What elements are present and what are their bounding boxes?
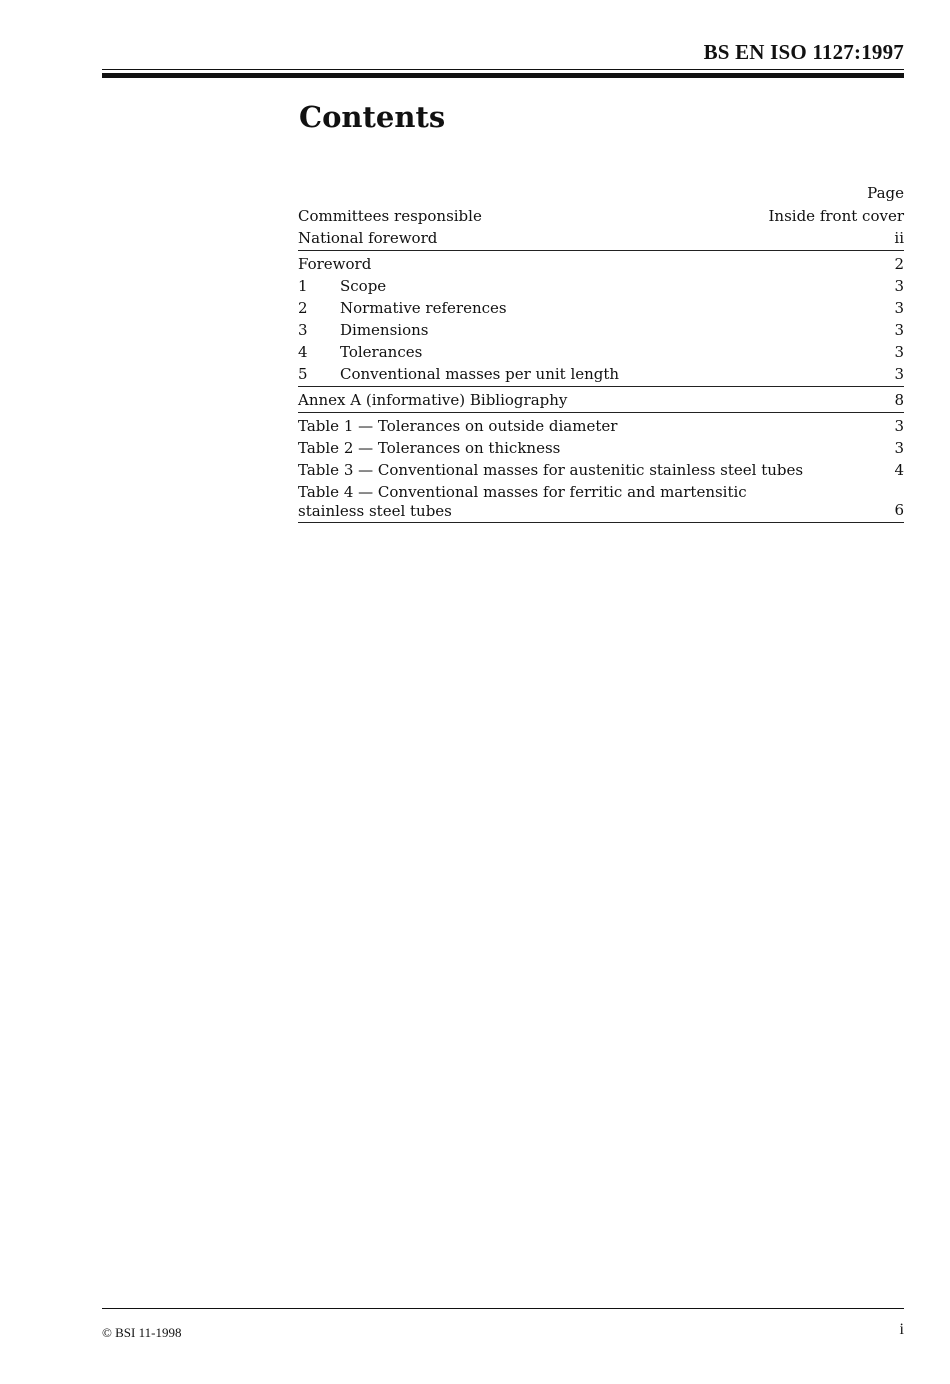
toc-entry-label: Conventional masses per unit length — [340, 365, 620, 383]
clause-number: 2 — [298, 299, 308, 317]
page-title: Contents — [299, 100, 446, 134]
toc-entry-label: Committees responsible — [298, 207, 482, 225]
clause-number: 1 — [298, 277, 308, 295]
toc-entry-label: Table 1 — Tolerances on outside diameter — [298, 417, 618, 435]
toc-entry-page: Inside front cover — [768, 207, 904, 225]
toc-entry-label: Annex A (informative) Bibliography — [298, 391, 568, 409]
clause-number: 3 — [298, 321, 308, 339]
footer-rule — [102, 1308, 904, 1309]
toc-entry-clause-5[interactable] — [298, 363, 904, 387]
toc-entry-annex-a[interactable] — [298, 389, 904, 413]
clause-number: 5 — [298, 365, 308, 383]
toc-entry-committees[interactable] — [298, 205, 904, 227]
toc-entry-page: 3 — [894, 299, 904, 317]
toc-entry-clause-2[interactable] — [298, 297, 904, 319]
header-rule-thick — [102, 73, 904, 78]
toc-entry-page: 3 — [894, 417, 904, 435]
toc-entry-label: Dimensions — [340, 321, 429, 339]
toc-entry-page: 3 — [894, 343, 904, 361]
toc-entry-table-4[interactable] — [298, 483, 904, 523]
toc-entry-label: Normative references — [340, 299, 507, 317]
header-rule-thin — [102, 69, 904, 70]
toc-entry-page: 3 — [894, 439, 904, 457]
document-id: BS EN ISO 1127:1997 — [703, 40, 904, 64]
clause-number: 4 — [298, 343, 308, 361]
toc-entry-label: Foreword — [298, 255, 372, 273]
toc-entry-label: Table 4 — Conventional masses for ferritic and martensitic stainless steel tubes — [298, 483, 747, 520]
toc-entry-foreword[interactable] — [298, 253, 904, 275]
toc-entry-table-3[interactable] — [298, 459, 904, 481]
toc-entry-page: 8 — [894, 391, 904, 409]
toc-entry-label: Table 3 — Conventional masses for austenitic stainless steel tubes — [298, 461, 804, 479]
toc-entry-page: ii — [894, 229, 904, 247]
toc-entry-page: 3 — [894, 321, 904, 339]
toc-entry-page: 4 — [894, 461, 904, 479]
copyright-notice: © BSI 11-1998 — [102, 1325, 182, 1340]
toc-entry-label: Table 2 — Tolerances on thickness — [298, 439, 561, 457]
toc-entry-page: 2 — [894, 255, 904, 273]
toc-entry-table-1[interactable] — [298, 415, 904, 437]
page-column-label: Page — [867, 184, 904, 202]
toc-entry-clause-1[interactable] — [298, 275, 904, 297]
toc-entry-clause-4[interactable] — [298, 341, 904, 363]
toc-entry-national-foreword[interactable] — [298, 227, 904, 251]
toc-entry-label: Tolerances — [340, 343, 423, 361]
toc-page-column-header — [298, 182, 904, 204]
toc-entry-page: 6 — [894, 501, 904, 519]
toc-entry-label: National foreword — [298, 229, 438, 247]
toc-entry-clause-3[interactable] — [298, 319, 904, 341]
toc-entry-page: 3 — [894, 365, 904, 383]
toc-entry-table-2[interactable] — [298, 437, 904, 459]
table-of-contents — [298, 182, 904, 525]
toc-entry-label: Scope — [340, 277, 387, 295]
toc-entry-page: 3 — [894, 277, 904, 295]
page-number: i — [899, 1321, 904, 1338]
